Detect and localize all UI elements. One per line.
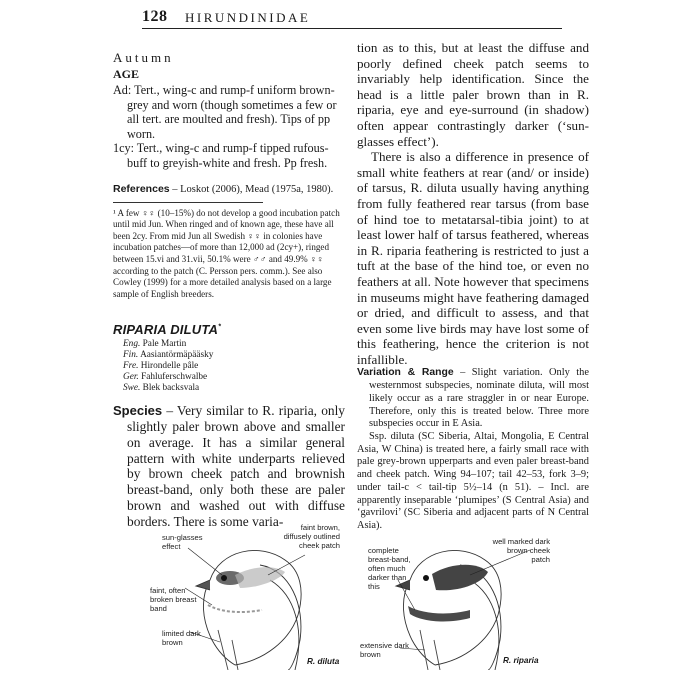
references-text: – Loskot (2006), Mead (1975a, 1980). — [169, 183, 334, 195]
age-heading: AGE — [113, 67, 140, 81]
species-title-sup: * — [218, 323, 222, 331]
name-lang: Eng. — [123, 339, 141, 350]
running-header-family: HIRUNDINIDAE — [185, 10, 311, 25]
diluta-leader-lines — [185, 548, 305, 642]
left-column — [113, 48, 345, 530]
name-value: Blek backsvala — [142, 382, 200, 393]
variation-label: Variation & Range — [357, 367, 454, 379]
label-faint-breast-band: faint, often broken breast band — [150, 586, 197, 613]
adult-entry: Ad: Tert., wing-c and rump-f uniform brown-grey and worn (though sometimes a few or all tert. are moulted and fresh). Tips of pp worn. — [113, 83, 337, 141]
caption-diluta: R. diluta — [307, 657, 340, 666]
footnote: ¹ A few ♀♀ (10–15%) do not develop a good incubation patch until mid Jun. When ringed and of known age, these have all been 2cy. From mid Jun all Swedish ♀♀ in colonies have incubation patches—of more than 12,000 ad (2cy+), ringed between 15.vi and 31.vii, 50.1% were ♂♂ and 49.9% ♀♀ according to the patch (C. Persson pers. comm.). See also Cowley (1999) for a more detailed analysis based on a large sample of English breeders. — [113, 207, 340, 299]
references-label: References — [113, 182, 170, 195]
name-row — [123, 339, 345, 350]
label-complete-breast-band: complete breast-band, often much darker than this — [368, 546, 411, 591]
caption-riparia: R. riparia — [503, 656, 539, 665]
name-row — [123, 372, 345, 383]
first-year-entry: 1cy: Tert., wing-c and rump-f tipped rufous-buff to greyish-white and fresh. Pp fresh. — [113, 141, 329, 170]
diluta-bird-drawing — [196, 550, 301, 670]
body-paragraph-2: There is also a difference in presence of small white feathers at rear (and/ or inside) of tarsus, R. diluta usually having anything from fully feathered rear tarsus (from base of hind toe to metatarsal-tibia joint) to at least lower half of tarsus feathered, whereas in R. riparia feathering is restricted to just a tuft at the base of the hind toe, or even no feathers at all. Note however that specimens in museums might have feathering damaged or dried, and difficult to assess, and that even some live birds may have lost some of this feathering, hence the criterion is not infallible. — [357, 149, 589, 367]
label-faint-brown-cheek: faint brown, diffusely outlined cheek patch — [283, 523, 340, 550]
variation-text: – Slight variation. Only the westernmost subspecies, nominate diluta, will most likely occur as a rare straggler in or near Europe. Therefore, only this is treated below. Three more subspecies occur in E Asia. — [369, 367, 589, 430]
name-lang: Swe. — [123, 382, 141, 393]
season-heading: Autumn — [113, 50, 174, 65]
right-column — [357, 40, 589, 533]
species-title-text: RIPARIA DILUTA — [113, 322, 219, 338]
label-limited-dark-brown: limited dark brown — [162, 629, 201, 647]
page-number: 128 — [142, 8, 168, 25]
name-row — [123, 383, 345, 394]
name-lang: Fre. — [123, 360, 139, 371]
name-lang: Fin. — [123, 350, 139, 361]
name-value: Hirondelle pâle — [140, 360, 199, 371]
vernacular-names — [123, 339, 345, 393]
variation-paragraph — [357, 367, 589, 431]
name-value: Fahluferschwalbe — [141, 371, 208, 382]
subspecies-paragraph: Ssp. diluta (SC Siberia, Altai, Mongolia, E Central Asia, W China) is treated here, a fairly small race with pale grey-brown upperparts and even paler breast-band and cheek patch. Wing 94–107; tail 42–53, fork 3–9; under tail-c < tail-tip 5½–14 (n 51). – Incl. are apparently inseparable ‘plumipes’ (S Central Asia) and ‘gavrilovi’ (SC Siberia and adjacent parts of N Central Asia). — [357, 430, 589, 531]
name-value: Pale Martin — [142, 339, 187, 350]
species-label: Species — [113, 403, 163, 419]
footnote-rule — [113, 202, 263, 203]
label-extensive-dark-brown: extensive dark brown — [360, 641, 409, 659]
name-value: Aasiantörmäpääsky — [140, 350, 214, 361]
name-row — [123, 350, 345, 361]
label-well-marked-cheek: well marked dark brown cheek patch — [492, 537, 550, 564]
body-paragraph-1: tion as to this, but at least the diffuse and poorly defined cheek patch seems to invariably help identification. Since the head is a little paler brown than in R. riparia, eye and eye-surround (in shadow) often appear contrastingly darker (‘sun-glasses effect’). — [357, 40, 589, 149]
species-paragraph — [113, 403, 345, 529]
header-rule — [142, 28, 562, 29]
label-sunglasses-effect: sun-glasses effect — [162, 533, 203, 551]
species-title — [113, 322, 345, 337]
name-lang: Ger. — [123, 371, 139, 382]
references — [113, 183, 345, 196]
name-row — [123, 361, 345, 372]
species-text: – Very similar to R. riparia, only slightly paler brown above and smaller on average. It has a similar general pattern with white underparts relieved by brown cheek patch and brownish breast-band, only both these are paler brown and washed out with diffuse borders. There is some varia- — [127, 403, 345, 529]
